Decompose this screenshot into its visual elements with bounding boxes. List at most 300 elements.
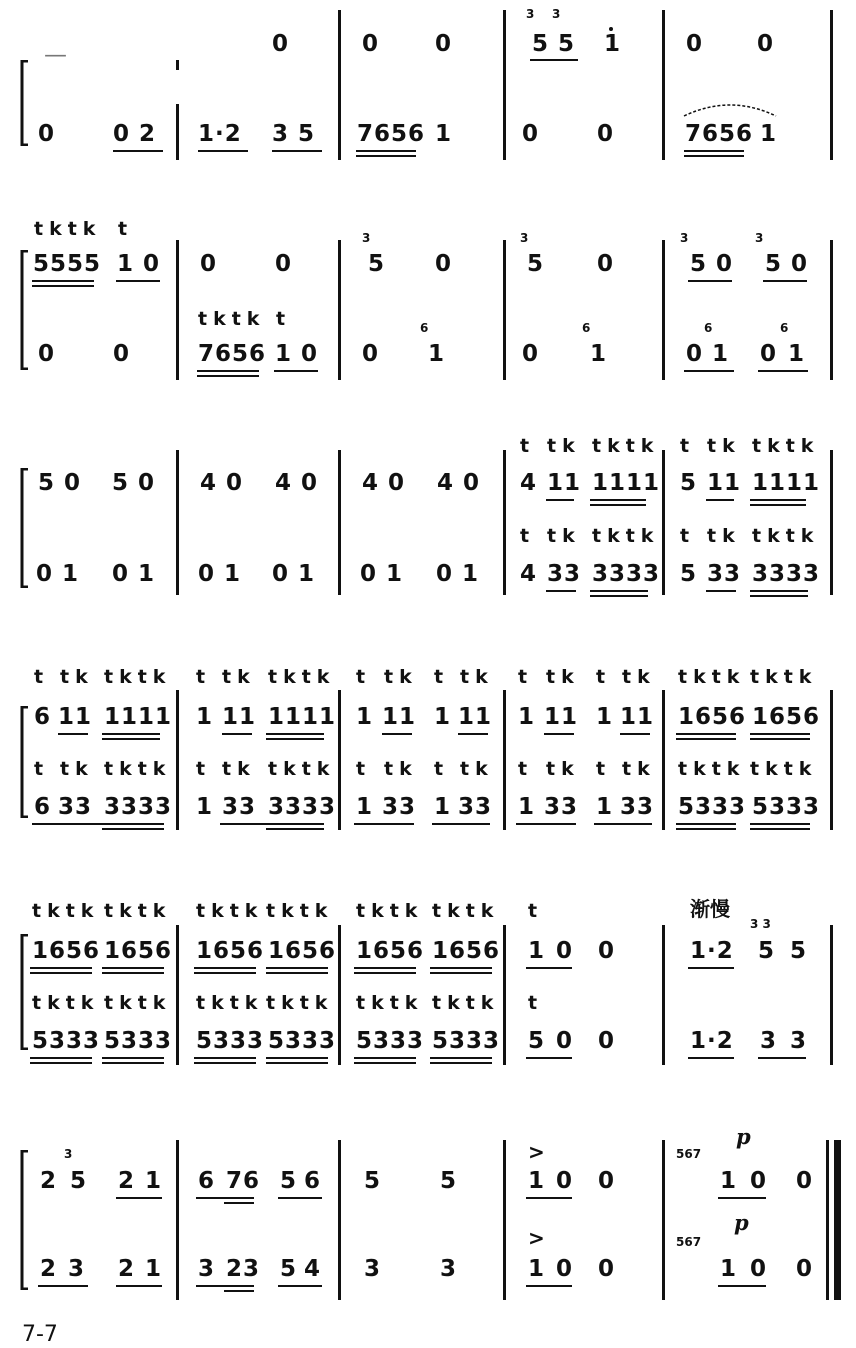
note: 2 [118, 1256, 136, 1282]
grace-note: 3 [520, 231, 529, 245]
articulation: tktk [356, 900, 424, 922]
articulation: tktk [752, 525, 820, 547]
note: 1 [62, 561, 80, 587]
note: 1 [596, 794, 614, 820]
note: 2 [40, 1256, 58, 1282]
articulation: tktk [266, 992, 334, 1014]
beam [32, 823, 164, 825]
articulation: tk [460, 758, 494, 780]
articulation: tktk [104, 666, 172, 688]
note: 5333 [196, 1028, 265, 1054]
beam [750, 738, 810, 740]
note: 4 0 [275, 470, 319, 496]
beam [274, 370, 318, 372]
note: 2 [118, 1168, 136, 1194]
note: 0 [760, 341, 778, 367]
articulation: t [34, 666, 50, 688]
note: 6 [198, 1168, 216, 1194]
barline [662, 690, 665, 830]
note: 0 [113, 341, 131, 367]
beam [763, 280, 807, 282]
note: 1 [518, 794, 536, 820]
note: 5333 [432, 1028, 501, 1054]
note: 1656 [678, 704, 747, 730]
note: 5333 [356, 1028, 425, 1054]
beam [113, 150, 163, 152]
barline [503, 925, 506, 1065]
articulation: tk [547, 525, 581, 547]
beam [30, 1062, 92, 1064]
system-1-brace [18, 60, 32, 146]
note: 1 [760, 121, 778, 147]
beam [688, 967, 734, 969]
beam [676, 823, 736, 825]
beam [224, 1202, 254, 1204]
note: 0 [435, 251, 453, 277]
barline [176, 60, 179, 70]
articulation: t [518, 758, 534, 780]
grace-note: 567 [676, 1235, 702, 1249]
note: 23 [226, 1256, 261, 1282]
note: 3 [790, 1028, 808, 1054]
beam [272, 150, 322, 152]
note: 5333 [104, 1028, 173, 1054]
note: 1 [428, 341, 446, 367]
final-barline-thick [834, 1140, 841, 1300]
beam [530, 59, 578, 61]
articulation: tktk [104, 758, 172, 780]
note: 33 [547, 561, 582, 587]
beam [196, 1197, 254, 1199]
beam [594, 823, 652, 825]
note: 5 [528, 1028, 546, 1054]
articulation: t [356, 758, 372, 780]
note: 1656 [32, 938, 101, 964]
articulation: tktk [104, 900, 172, 922]
tempo-marking: 渐慢 [690, 897, 730, 921]
note: 0 [362, 31, 380, 57]
beam [382, 733, 412, 735]
note: 1 [528, 1168, 546, 1194]
note: 33 [458, 794, 493, 820]
articulation: tktk [266, 900, 334, 922]
note: 6 [304, 1168, 322, 1194]
articulation: t [118, 218, 134, 240]
barline [503, 10, 506, 160]
note: 3333 [104, 794, 173, 820]
articulation: tk [222, 666, 256, 688]
barline [662, 10, 665, 160]
barline [662, 925, 665, 1065]
articulation: t [680, 525, 696, 547]
note: 5 [70, 1168, 88, 1194]
articulation: tktk [268, 758, 336, 780]
barline [662, 1140, 665, 1300]
beam [620, 733, 650, 735]
note: 1 [138, 561, 156, 587]
note: 1656 [268, 938, 337, 964]
articulation: tktk [752, 435, 820, 457]
note: 1 [720, 1256, 738, 1282]
note: 5333 [678, 794, 747, 820]
note: 4 0 [437, 470, 481, 496]
note: 0 [556, 1028, 574, 1054]
system-6-brace [18, 1150, 32, 1290]
barline [830, 925, 833, 1065]
articulation: t [434, 666, 450, 688]
beam [590, 499, 646, 501]
articulation: t [520, 435, 536, 457]
note: 0 [522, 121, 540, 147]
note: 11 [382, 704, 417, 730]
articulation: tktk [678, 666, 746, 688]
beam [30, 967, 92, 969]
note: 4 0 [362, 470, 406, 496]
beam [526, 1197, 572, 1199]
note: 7656 [685, 121, 754, 147]
beam [116, 1285, 162, 1287]
articulation: tk [384, 758, 418, 780]
note: 7656 [357, 121, 426, 147]
grace-note: 6 [780, 321, 789, 335]
beam [684, 155, 744, 157]
note: 1·2 [198, 121, 242, 147]
articulation: t [276, 308, 292, 330]
articulation: t [528, 992, 544, 1014]
beam [354, 972, 416, 974]
note: — [44, 42, 68, 68]
barline [338, 1140, 341, 1300]
note: 11 [222, 704, 257, 730]
note: 4 [304, 1256, 322, 1282]
barline [503, 450, 506, 595]
beam [526, 967, 572, 969]
note: 1 [386, 561, 404, 587]
note: 1656 [752, 704, 821, 730]
beam [102, 733, 160, 735]
barline [830, 690, 833, 830]
barline [176, 1140, 179, 1300]
note: 0 [360, 561, 378, 587]
note: 0 [598, 1168, 616, 1194]
beam [194, 1057, 256, 1059]
note: 1 [298, 561, 316, 587]
beam [750, 733, 810, 735]
note: 0 [757, 31, 775, 57]
note: 1 [434, 704, 452, 730]
beam [266, 1062, 328, 1064]
grace-note: 6 [420, 321, 429, 335]
articulation: t [196, 666, 212, 688]
note: 1 [356, 704, 374, 730]
note: 7656 [198, 341, 267, 367]
beam [590, 504, 646, 506]
note: 11 [544, 704, 579, 730]
note: 0 [598, 938, 616, 964]
beam [676, 738, 736, 740]
barline [176, 104, 179, 160]
articulation: t [528, 900, 544, 922]
articulation: tk [622, 666, 656, 688]
note: 11 [707, 470, 742, 496]
system-2-brace [18, 250, 32, 370]
beam [758, 1057, 806, 1059]
beam [102, 738, 160, 740]
barline [338, 10, 341, 160]
note: 0 [556, 1168, 574, 1194]
note: 0 [38, 341, 56, 367]
barline [830, 240, 833, 380]
beam [266, 1057, 328, 1059]
beam [266, 738, 324, 740]
note: 5 [364, 1168, 382, 1194]
grace-note: 567 [676, 1147, 702, 1161]
note: 1 [596, 704, 614, 730]
grace-note: 3 [680, 231, 689, 245]
note: 3 [440, 1256, 458, 1282]
beam [432, 823, 490, 825]
note: 33 [707, 561, 742, 587]
beam [546, 590, 576, 592]
note: 5 [790, 938, 808, 964]
grace-note: 3 [526, 7, 535, 21]
note: 1656 [432, 938, 501, 964]
articulation: tk [460, 666, 494, 688]
note: 0 [556, 938, 574, 964]
beam [194, 967, 256, 969]
articulation: t [596, 666, 612, 688]
note: 1111 [268, 704, 337, 730]
note: 0 [522, 341, 540, 367]
beam [430, 1062, 492, 1064]
note: 3 [760, 1028, 778, 1054]
barline [338, 240, 341, 380]
articulation: tktk [198, 308, 266, 330]
beam [590, 590, 648, 592]
beam [750, 504, 806, 506]
beam [516, 823, 576, 825]
articulation: tktk [750, 666, 818, 688]
beam [750, 499, 806, 501]
beam [590, 595, 648, 597]
note: 0 [796, 1256, 814, 1282]
articulation: t [356, 666, 372, 688]
note: 0 [272, 31, 290, 57]
barline [338, 450, 341, 595]
beam [354, 967, 416, 969]
beam [194, 1062, 256, 1064]
articulation: tk [622, 758, 656, 780]
beam [688, 280, 732, 282]
note: 5 [527, 251, 545, 277]
beam [676, 828, 736, 830]
note: 3 [198, 1256, 216, 1282]
note: 0 [200, 251, 218, 277]
beam [266, 967, 328, 969]
articulation: t [596, 758, 612, 780]
note: 5 0 [38, 470, 82, 496]
note: 4 0 [200, 470, 244, 496]
note: 1 [224, 561, 242, 587]
beam [102, 828, 164, 830]
articulation: tk [707, 525, 741, 547]
note: 5333 [752, 794, 821, 820]
beam [354, 823, 414, 825]
note: 0 [598, 1028, 616, 1054]
note: 5555 [33, 251, 102, 277]
beam [278, 1285, 322, 1287]
articulation: tktk [104, 992, 172, 1014]
beam [354, 1057, 416, 1059]
beam [196, 1285, 254, 1287]
beam [718, 1197, 766, 1199]
note: 5 0 [765, 251, 809, 277]
beam [58, 733, 88, 735]
beam [676, 733, 736, 735]
grace-note: 3 [362, 231, 371, 245]
articulation: tktk [196, 900, 264, 922]
note: 0 [38, 121, 56, 147]
articulation: tktk [268, 666, 336, 688]
note: 33 [544, 794, 579, 820]
barline [176, 450, 179, 595]
note: 5 [680, 561, 698, 587]
note: 5 [440, 1168, 458, 1194]
note: 33 [222, 794, 257, 820]
grace-note: 3 3 [750, 917, 771, 931]
beam [102, 972, 164, 974]
note: 3 [364, 1256, 382, 1282]
beam [458, 733, 488, 735]
note: 33 [58, 794, 93, 820]
articulation: tk [547, 435, 581, 457]
note: 11 [620, 704, 655, 730]
articulation: tktk [592, 525, 660, 547]
note: 0 [36, 561, 54, 587]
octave-dot [609, 27, 613, 31]
grace-note: 3 [755, 231, 764, 245]
articulation: tk [546, 666, 580, 688]
articulation: tktk [432, 900, 500, 922]
note: 3333 [268, 794, 337, 820]
articulation: t [434, 758, 450, 780]
beam [224, 1290, 254, 1292]
beam [198, 150, 248, 152]
beam [718, 1285, 766, 1287]
note: 3333 [752, 561, 821, 587]
note: 1656 [104, 938, 173, 964]
beam [266, 828, 324, 830]
note: 5 [280, 1256, 298, 1282]
articulation: tk [60, 666, 94, 688]
note: 5 5 [532, 31, 576, 57]
beam [102, 1062, 164, 1064]
beam [684, 150, 744, 152]
note: 1 [590, 341, 608, 367]
barline [176, 925, 179, 1065]
beam [750, 590, 808, 592]
note: 1 [528, 938, 546, 964]
system-4-brace [18, 706, 32, 818]
beam [526, 1057, 572, 1059]
note: 1 [712, 341, 730, 367]
beam [750, 823, 810, 825]
final-barline-thin [826, 1140, 829, 1300]
note: 3 5 [272, 121, 316, 147]
beam [758, 370, 808, 372]
beam [197, 375, 259, 377]
barline [662, 450, 665, 595]
beam [32, 285, 94, 287]
note: 0 [686, 341, 704, 367]
note: 5 [680, 470, 698, 496]
articulation: tktk [34, 218, 102, 240]
note: 1 [434, 794, 452, 820]
grace-note: 3 [552, 7, 561, 21]
beam [194, 972, 256, 974]
note: 5333 [32, 1028, 101, 1054]
note: 0 [275, 251, 293, 277]
beam [278, 1197, 322, 1199]
note: 3 [68, 1256, 86, 1282]
beam [526, 1285, 572, 1287]
barline [338, 690, 341, 830]
note: 5 [758, 938, 776, 964]
note: 1 [604, 31, 622, 57]
barline [176, 240, 179, 380]
barline [503, 240, 506, 380]
note: 1111 [592, 470, 661, 496]
articulation: t [196, 758, 212, 780]
beam [30, 1057, 92, 1059]
note: 1 [788, 341, 806, 367]
note: 0 [598, 1256, 616, 1282]
note: 1 [356, 794, 374, 820]
beam [266, 972, 328, 974]
articulation: t [680, 435, 696, 457]
note: 0 [750, 1256, 768, 1282]
note: 1 [518, 704, 536, 730]
note: 0 [362, 341, 380, 367]
beam [750, 595, 808, 597]
note: 0 [796, 1168, 814, 1194]
articulation: tk [707, 435, 741, 457]
beam [430, 1057, 492, 1059]
beam [430, 967, 492, 969]
note: 0 [750, 1168, 768, 1194]
note: 2 [40, 1168, 58, 1194]
beam [116, 280, 160, 282]
note: 0 [112, 561, 130, 587]
note: 1656 [196, 938, 265, 964]
note: 1 [720, 1168, 738, 1194]
accent: > [528, 1140, 546, 1164]
beam [220, 823, 324, 825]
note: 0 [556, 1256, 574, 1282]
beam [102, 967, 164, 969]
grace-note: 6 [704, 321, 713, 335]
system-3-brace [18, 468, 32, 588]
note: 1 [196, 704, 214, 730]
articulation: tktk [432, 992, 500, 1014]
articulation: tk [60, 758, 94, 780]
beam [356, 155, 416, 157]
grace-note: 3 [64, 1147, 73, 1161]
system-5-brace [18, 934, 32, 1050]
note: 1 [145, 1168, 163, 1194]
accent: > [528, 1226, 546, 1250]
barline [503, 690, 506, 830]
